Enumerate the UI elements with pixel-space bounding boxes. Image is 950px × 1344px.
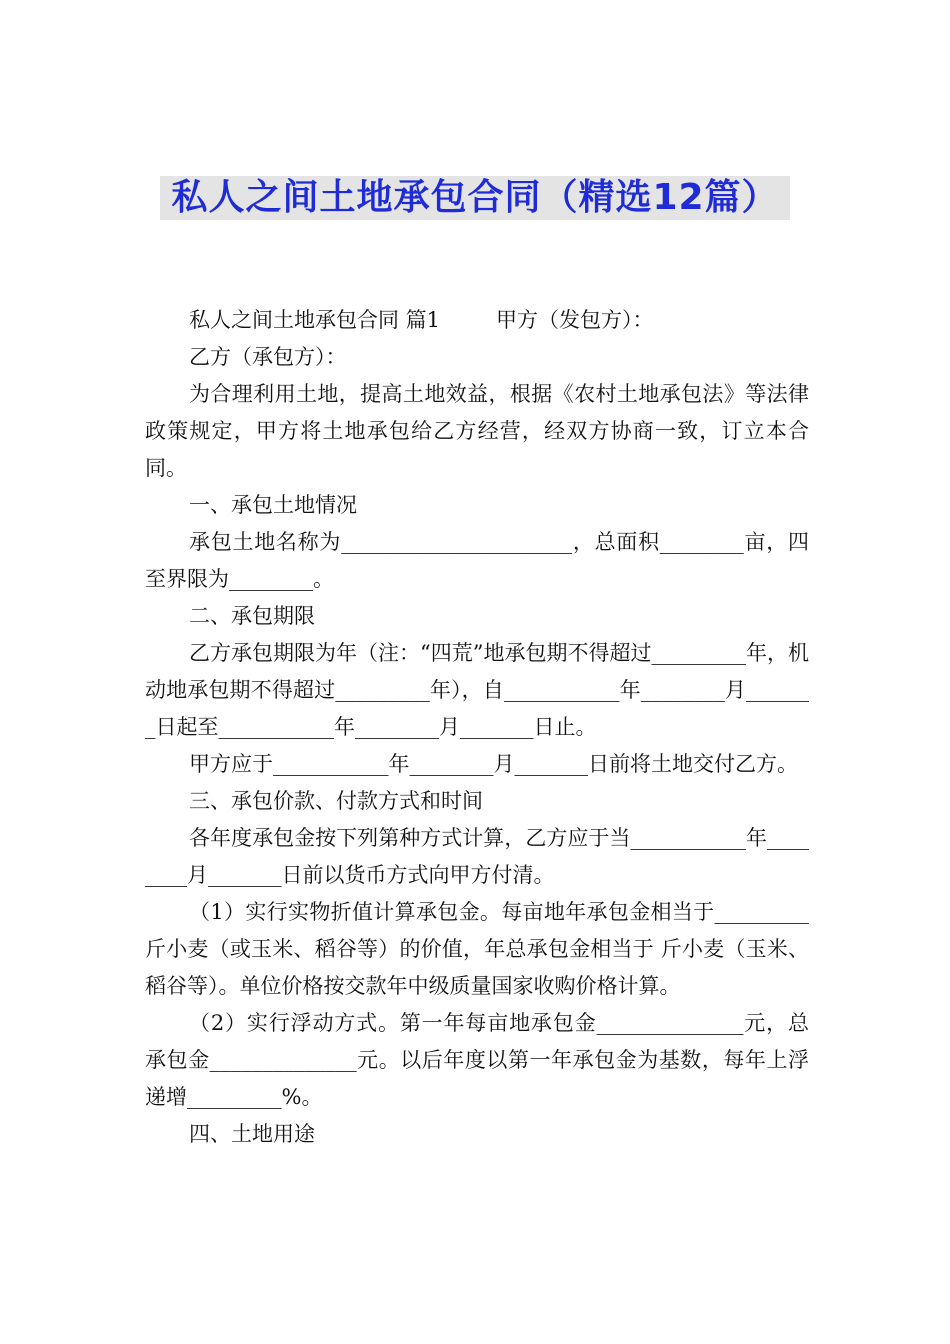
paragraph-header — [145, 302, 809, 339]
party-a-label: 甲方（发包方）： — [496, 308, 654, 332]
document-body — [145, 302, 809, 1153]
section-heading-2: 二、承包期限 — [189, 604, 315, 628]
paragraph-delivery: 甲方应于___________年________月_______日前将土地交付乙方。 — [189, 752, 798, 776]
section-heading-4: 四、土地用途 — [189, 1122, 315, 1146]
paragraph-preamble: 为合理利用土地，提高土地效益，根据《农村土地承包法》等法律政策规定，甲方将土地承包给乙方经营，经双方协商一致，订立本合同。 — [145, 382, 809, 480]
contract-heading: 私人之间土地承包合同 篇1 — [189, 308, 441, 332]
paragraph-payment-option-2: （2）实行浮动方式。第一年每亩地承包金______________元，总承包金______________元。以后年度以第一年承包金为基数，每年上浮递增_________%。 — [145, 1011, 809, 1109]
document-title: 私人之间土地承包合同（精选12篇） — [171, 177, 779, 218]
paragraph-land-info: 承包土地名称为______________________，总面积________亩，四至界限为________。 — [145, 530, 809, 591]
section-heading-3: 三、承包价款、付款方式和时间 — [189, 789, 483, 813]
section-heading-1: 一、承包土地情况 — [189, 493, 357, 517]
paragraph-payment-option-1: （1）实行实物折值计算承包金。每亩地年承包金相当于_________斤小麦（或玉米、稻谷等）的价值，年总承包金相当于 斤小麦（玉米、稻谷等）。单位价格按交款年中级质量国家收购价格计算。 — [145, 900, 809, 998]
paragraph-term: 乙方承包期限为年（注：“四荒”地承包期不得超过_________年，机动地承包期不得超过_________年），自___________年________月_______日起至___________年________月_______日止。 — [145, 641, 809, 739]
paragraph-payment: 各年度承包金按下列第种方式计算，乙方应于当___________年________月_______日前以货币方式向甲方付清。 — [145, 826, 809, 887]
party-b-label: 乙方（承包方）： — [189, 345, 347, 369]
